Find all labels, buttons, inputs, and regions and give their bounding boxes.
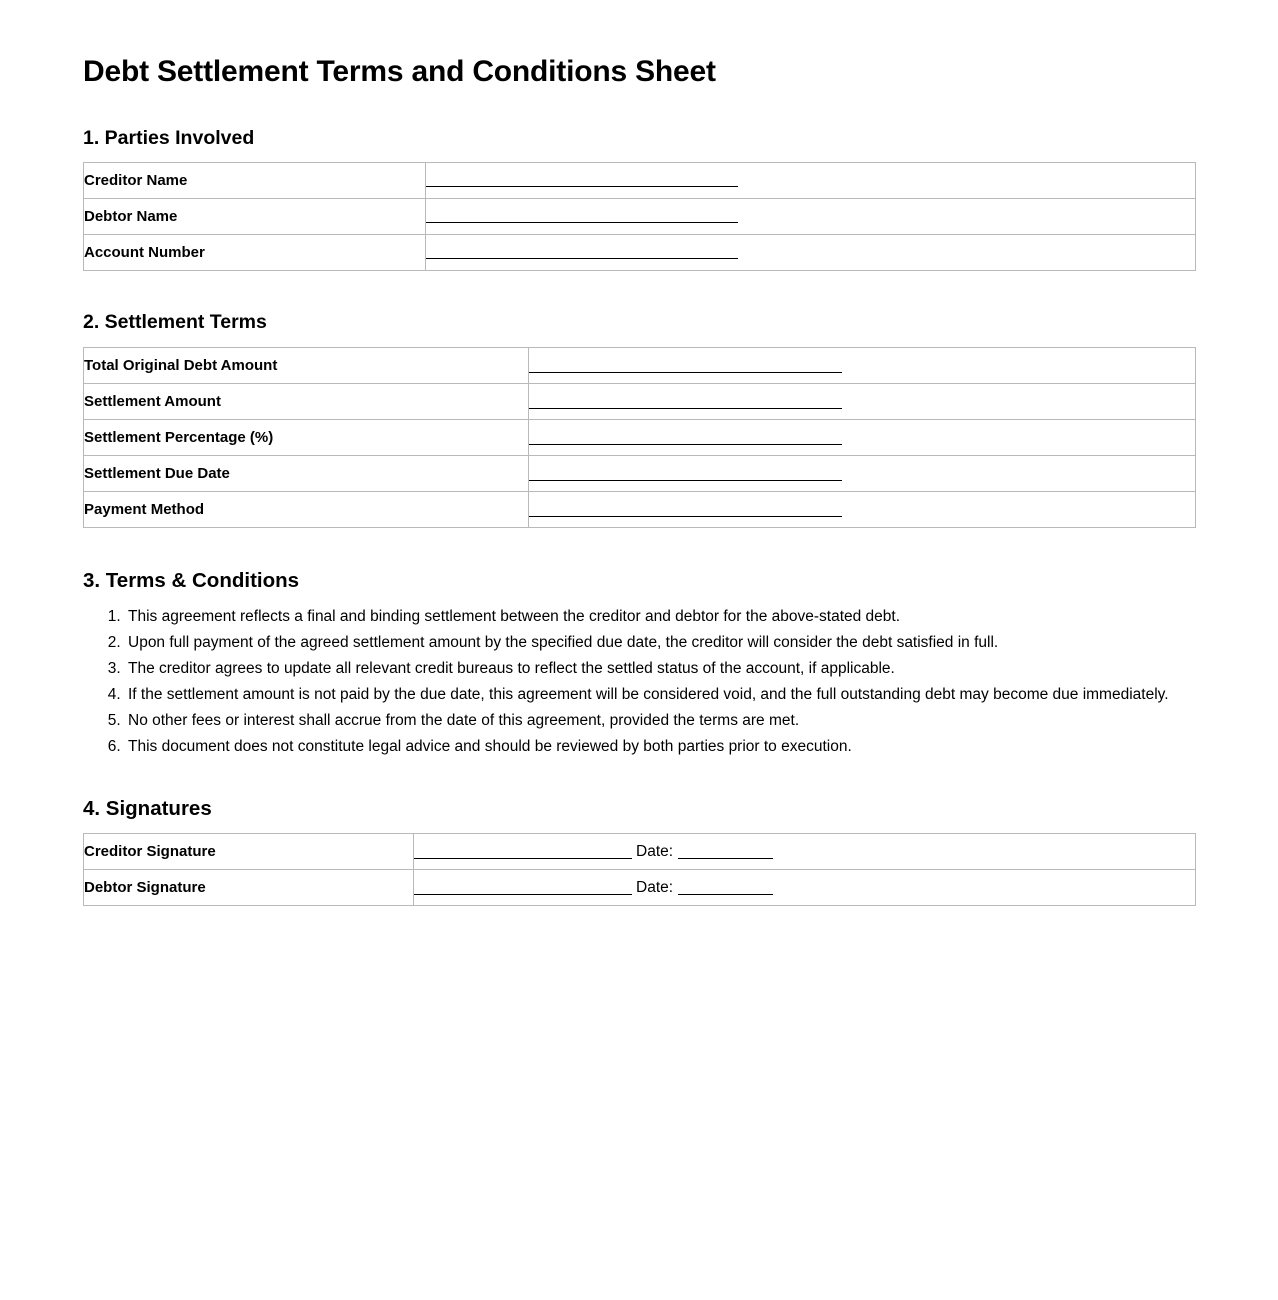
field-label-settlement-amount: Settlement Amount [84, 384, 529, 420]
account-number-input-rule[interactable] [426, 244, 738, 259]
debtor-signature-input-rule[interactable] [414, 880, 632, 895]
creditor-date-input-rule[interactable] [678, 844, 773, 859]
terms-conditions-list [83, 604, 1196, 760]
section-heading-settlement-terms: 2. Settlement Terms [83, 310, 267, 333]
field-label-settlement-due-date: Settlement Due Date [84, 456, 529, 492]
field-label-total-original-debt-amount: Total Original Debt Amount [84, 348, 529, 384]
list-item: 2. Upon full payment of the agreed settlement amount by the specified due date, the creditor will consider the debt satisfied in full. [125, 630, 1196, 656]
table-row [84, 492, 1196, 528]
field-label-debtor-signature: Debtor Signature [84, 870, 414, 906]
debtor-date-label: Date: [636, 878, 674, 896]
section-heading-terms-conditions: 3. Terms & Conditions [83, 569, 300, 593]
field-label-creditor-signature: Creditor Signature [84, 834, 414, 870]
list-item: 5. No other fees or interest shall accrue from the date of this agreement, provided the terms are met. [125, 708, 1196, 734]
page-title: Debt Settlement Terms and Conditions Sheet [83, 55, 716, 88]
debtor-name-input-rule[interactable] [426, 208, 738, 223]
field-label-account-number: Account Number [84, 234, 426, 270]
table-row [84, 420, 1196, 456]
list-item: 3. The creditor agrees to update all relevant credit bureaus to reflect the settled status of the account, if applicable. [125, 656, 1196, 682]
total-original-debt-amount-input-rule[interactable] [529, 358, 842, 373]
table-row [84, 834, 1196, 870]
field-value-settlement-percentage[interactable] [529, 420, 1196, 456]
creditor-date-label: Date: [636, 842, 674, 860]
field-label-payment-method: Payment Method [84, 492, 529, 528]
field-label-debtor-name: Debtor Name [84, 198, 426, 234]
parties-table [83, 162, 1196, 271]
field-value-settlement-amount[interactable] [529, 384, 1196, 420]
settlement-amount-input-rule[interactable] [529, 394, 842, 409]
creditor-name-input-rule[interactable] [426, 172, 738, 187]
settlement-terms-table [83, 347, 1196, 528]
field-value-creditor-name[interactable] [426, 162, 1196, 198]
field-value-account-number[interactable] [426, 234, 1196, 270]
signatures-table [83, 833, 1196, 906]
table-row [84, 198, 1196, 234]
field-value-creditor-signature[interactable] [414, 834, 1196, 870]
section-heading-parties: 1. Parties Involved [83, 126, 255, 149]
field-label-settlement-percentage: Settlement Percentage (%) [84, 420, 529, 456]
field-value-debtor-signature[interactable] [414, 870, 1196, 906]
section-heading-signatures: 4. Signatures [83, 796, 212, 820]
creditor-signature-input-rule[interactable] [414, 844, 632, 859]
field-label-creditor-name: Creditor Name [84, 162, 426, 198]
field-value-payment-method[interactable] [529, 492, 1196, 528]
payment-method-input-rule[interactable] [529, 502, 842, 517]
list-item: 6. This document does not constitute legal advice and should be reviewed by both parties prior to execution. [125, 734, 1196, 760]
settlement-percentage-input-rule[interactable] [529, 430, 842, 445]
field-value-total-original-debt-amount[interactable] [529, 348, 1196, 384]
field-value-debtor-name[interactable] [426, 198, 1196, 234]
table-row [84, 348, 1196, 384]
table-row [84, 870, 1196, 906]
table-row [84, 456, 1196, 492]
table-row [84, 162, 1196, 198]
table-row [84, 384, 1196, 420]
list-item: 1. This agreement reflects a final and binding settlement between the creditor and debtor for the above-stated debt. [125, 604, 1196, 630]
table-row [84, 234, 1196, 270]
settlement-due-date-input-rule[interactable] [529, 466, 842, 481]
field-value-settlement-due-date[interactable] [529, 456, 1196, 492]
list-item: 4. If the settlement amount is not paid by the due date, this agreement will be considered void, and the full outstanding debt may become due immediately. [125, 682, 1196, 708]
debtor-date-input-rule[interactable] [678, 880, 773, 895]
